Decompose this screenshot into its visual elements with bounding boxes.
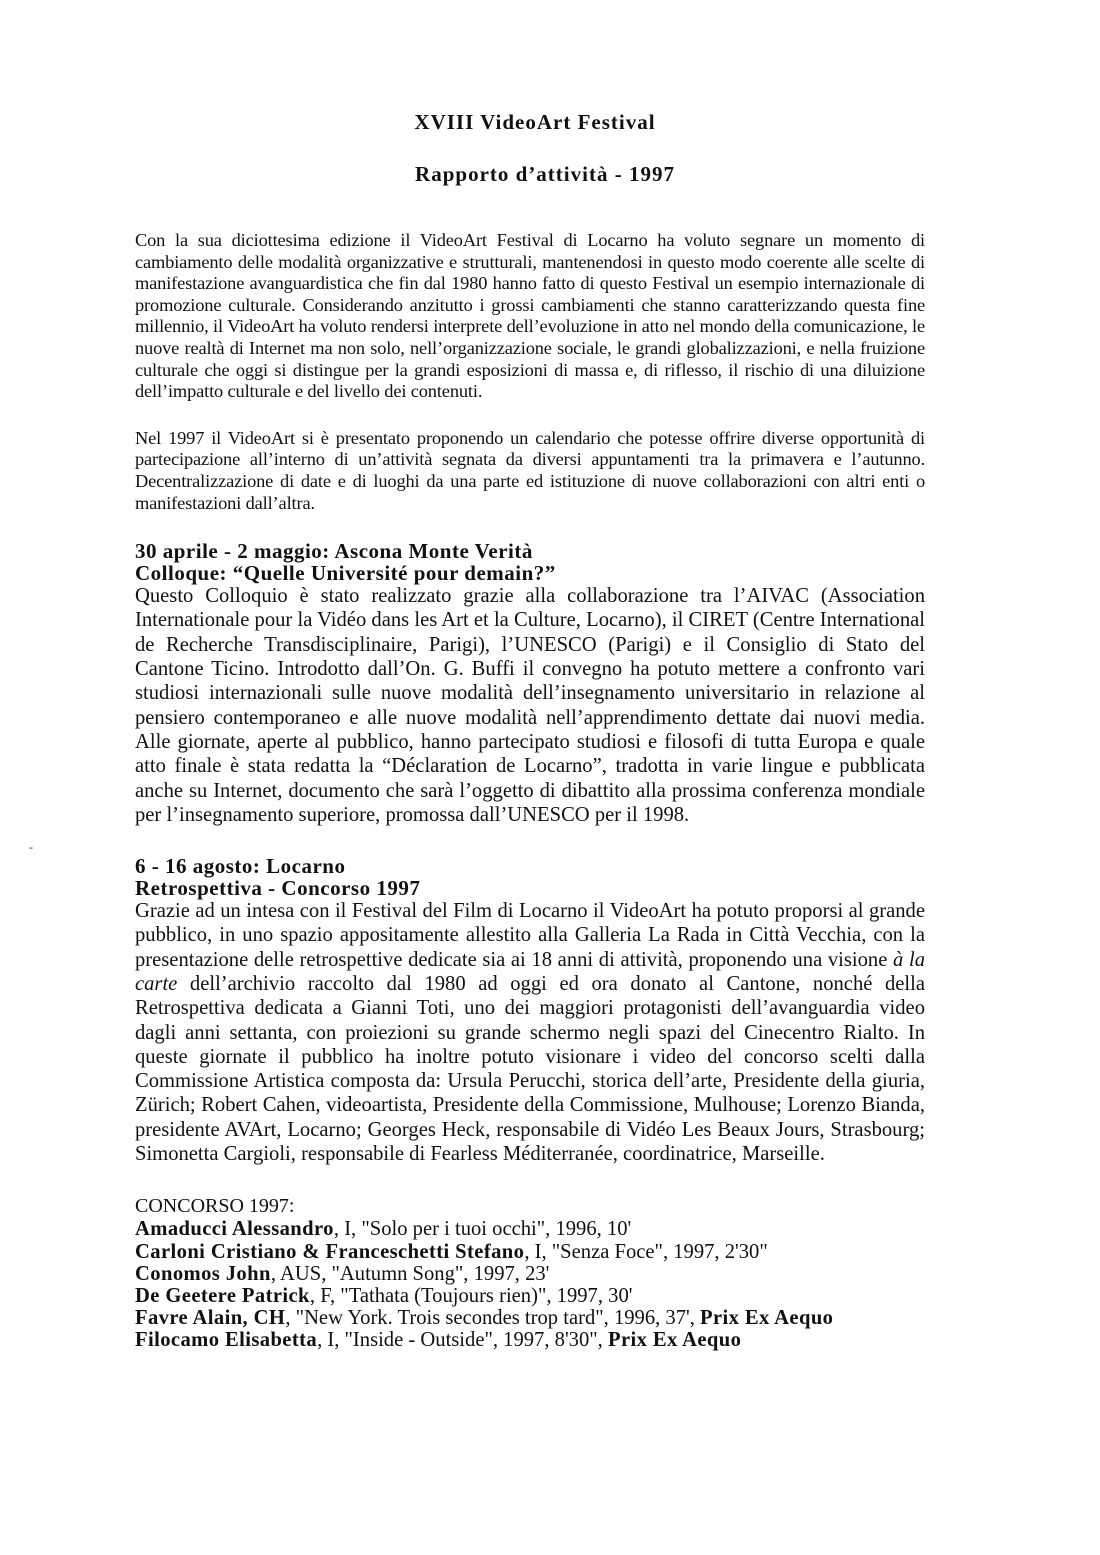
event2-title-heading: Retrospettiva - Concorso 1997: [135, 876, 421, 901]
entry-details: , I, "Senza Foce", 1997, 2'30": [524, 1240, 768, 1263]
entry-name: Carloni Cristiano & Franceschetti Stefano: [135, 1240, 525, 1263]
entry-name: Filocamo Elisabetta: [135, 1329, 318, 1352]
event1-date-heading: 30 aprile - 2 maggio: Ascona Monte Verità: [135, 539, 533, 564]
event-retrospettiva: [135, 855, 925, 1166]
list-item: [135, 1218, 925, 1240]
entry-details: , "New York. Trois secondes trop tard", 1996, 37',: [285, 1307, 701, 1330]
entry-name: Conomos John: [135, 1262, 271, 1285]
entry-details: , F, "Tathata (Toujours rien)", 1997, 30': [309, 1284, 633, 1307]
calendar-paragraph: Nel 1997 il VideoArt si è presentato proponendo un calendario che potesse offrire diverse opportunità di partecipazione all’interno di un’attività segnata da diversi appuntamenti tra la primavera e l’autunno. Decentralizzazione di date e di luoghi da una parte ed istituzione di nuove collaborazioni con altri enti o manifestazioni dall’altra.: [135, 427, 925, 513]
event2-date-heading: 6 - 16 agosto: Locarno: [135, 854, 346, 879]
entry-details: , I, "Inside - Outside", 1997, 8'30",: [317, 1329, 608, 1352]
list-item: [135, 1285, 925, 1307]
document-title: XVIII VideoArt Festival: [414, 110, 656, 134]
event2-body: [135, 899, 925, 1166]
list-item: [135, 1263, 925, 1285]
concorso-title: CONCORSO 1997:: [135, 1195, 295, 1218]
list-item: [135, 1241, 925, 1263]
document-content: [135, 110, 925, 1352]
entry-name: Amaducci Alessandro: [135, 1218, 334, 1241]
entry-prize: Prix Ex Aequo: [607, 1329, 742, 1352]
entry-name: De Geetere Patrick: [135, 1284, 310, 1307]
event2-body-italic: à la carte: [135, 948, 926, 995]
event1-body: Questo Colloquio è stato realizzato grazie alla collaborazione tra l’AIVAC (Association Internationale pour la Vidéo dans les Art et la Culture, Locarno), il CIRET (Centre International de Recherche Transdisciplinaire, Parigi), l’UNESCO (Parigi) e il Consiglio di Stato del Cantone Ticino. Introdotto dall’On. G. Buffi il convegno ha potuto mettere a confronto vari studiosi internazionali sulle nuove modalità dell’insegnamento universitario in relazione al pensiero contemporaneo e alle nuove modalità nell’apprendimento dettate dai nuovi media. Alle giornate, aperte al pubblico, hanno partecipato studiosi e filosofi di tutta Europa e quale atto finale è stata redatta la “Déclaration de Locarno”, tradotta in varie lingue e pubblicata anche su Internet, documento che sarà l’oggetto di dibattito alla prossima conferenza mondiale per l’insegnamento superiore, promossa dall’UNESCO per il 1998.: [135, 585, 925, 826]
stray-mark: -: [29, 840, 33, 854]
event2-body-after: dell’archivio raccolto dal 1980 ad oggi ed ora donato al Cantone, nonché della Retrospettiva dedicata a Gianni Toti, uno dei maggiori protagonisti dell’avanguardia video dagli anni settanta, con proiezioni su grande schermo negli spazi del Cinecentro Rialto. In queste giornate il pubblico ha inoltre potuto visionare i video del concorso scelti dalla Commissione Artistica composta da: Ursula Perucchi, storica dell’arte, Presidente della giuria, Zürich; Robert Cahen, videoartista, Presidente della Commissione, Mulhouse; Lorenzo Bianda, presidente AVArt, Locarno; Georges Heck, responsabile di Vidéo Les Beaux Jours, Strasbourg; Simonetta Cargioli, responsabile di Fearless Méditerranée, coordinatrice, Marseille.: [135, 972, 925, 1166]
event2-body-before: Grazie ad un intesa con il Festival del Film di Locarno il VideoArt ha potuto proporsi al grande pubblico, in uno spazio appositamente allestito alla Galleria La Rada in Città Vecchia, con la presentazione delle retrospettive dedicate sia ai 18 anni di attività, proponendo una visione: [135, 900, 925, 971]
entry-prize: Prix Ex Aequo: [700, 1307, 834, 1330]
event1-title-heading: Colloque: “Quelle Université pour demain?”: [135, 561, 556, 586]
document-subtitle: Rapporto d’attività - 1997: [415, 162, 675, 186]
concorso-list: [135, 1218, 925, 1351]
entry-details: , I, "Solo per i tuoi occhi", 1996, 10': [333, 1218, 632, 1241]
entry-details: , AUS, "Autumn Song", 1997, 23': [270, 1262, 550, 1285]
entry-name: Favre Alain, CH: [135, 1307, 286, 1330]
concorso-section: [135, 1194, 925, 1351]
intro-paragraph: Con la sua diciottesima edizione il VideoArt Festival di Locarno ha voluto segnare un momento di cambiamento delle modalità organizzative e strutturali, mantenendosi in questo modo coerente alle scelte di manifestazione avanguardistica che fin dal 1980 hanno fatto di questo Festival un esempio internazionale di promozione culturale. Considerando anzitutto i grossi cambiamenti che stanno caratterizzando questa fine millennio, il VideoArt ha voluto rendersi interprete dell’evoluzione in atto nel mondo della comunicazione, le nuove realtà di Internet ma non solo, nell’organizzazione sociale, le grandi globalizzazioni, e nella fruizione culturale che oggi si distingue per la grandi esposizioni di massa e, di riflesso, il rischio di una diluizione dell’impatto culturale e del livello dei contenuti.: [135, 230, 925, 402]
event-colloque: [135, 540, 925, 827]
list-item: [135, 1307, 925, 1329]
list-item: [135, 1329, 925, 1351]
